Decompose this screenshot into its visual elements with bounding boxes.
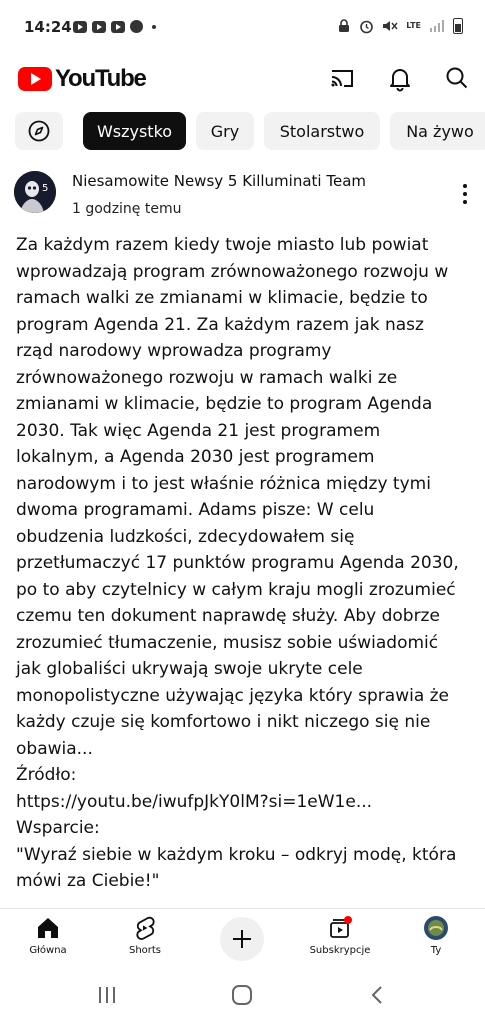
battery-icon [453, 18, 463, 34]
avatar-number: 5 [42, 183, 49, 194]
app-header [0, 52, 485, 104]
channel-avatar[interactable] [14, 171, 56, 213]
youtube-logo-icon [18, 67, 52, 91]
nav-home[interactable] [8, 915, 88, 956]
back-icon[interactable] [368, 984, 388, 1006]
youtube-notification-icon [92, 21, 106, 33]
post-timestamp: 1 godzinę temu [72, 201, 182, 217]
category-chips [0, 112, 485, 154]
more-options-icon[interactable] [455, 182, 475, 206]
cast-icon[interactable] [328, 64, 356, 92]
avatar-icon [423, 915, 449, 941]
signal-icon [429, 20, 445, 32]
nav-shorts-label: Shorts [128, 945, 162, 956]
bottom-navigation [0, 908, 485, 971]
youtube-notification-icon [111, 21, 125, 33]
status-bar [0, 0, 485, 52]
bell-icon[interactable] [386, 64, 414, 92]
create-button[interactable] [220, 917, 264, 961]
chip-gry[interactable]: Gry [196, 112, 254, 150]
nav-you[interactable] [396, 915, 476, 956]
more-notifications-icon [152, 25, 156, 29]
youtube-notification-icon [73, 21, 87, 33]
search-icon[interactable] [443, 64, 471, 92]
subscriptions-icon [327, 915, 353, 941]
chip-stolarstwo[interactable]: Stolarstwo [264, 112, 380, 150]
plus-icon [220, 917, 264, 961]
explore-chip[interactable] [15, 112, 63, 150]
system-navigation-bar [0, 970, 485, 1024]
lock-icon [337, 19, 351, 33]
nav-shorts[interactable] [105, 915, 185, 956]
notification-icons [73, 20, 156, 33]
nav-subscriptions-label: Subskrypcje [309, 945, 371, 956]
system-icons [337, 18, 463, 34]
youtube-logo-text: YouTube [55, 65, 146, 92]
lte-indicator: LTE [406, 21, 421, 30]
status-time: 14:24 [24, 18, 72, 36]
nav-home-label: Główna [29, 945, 67, 956]
alarm-icon [359, 19, 374, 34]
channel-name[interactable]: Niesamowite Newsy 5 Killuminati Team [72, 172, 367, 190]
recent-apps-icon[interactable] [95, 984, 119, 1006]
youtube-logo[interactable] [18, 65, 146, 93]
home-icon [35, 915, 61, 941]
home-button-icon[interactable] [230, 983, 254, 1007]
compass-icon [27, 119, 51, 143]
mute-icon [382, 19, 398, 33]
post-text: Za każdym razem kiedy twoje miasto lub powiat wprowadzają program zrównoważonego rozwoju w ramach walki ze zmianami w klimacie, będzie to program Agenda 21. Za każdym razem jak nasz rząd narodowy wprowadza programy zrównoważonego rozwoju w ramach walki ze zmianami w klimacie, będzie to program Agenda 2030. Tak więc Agenda 21 jest programem lokalnym, a Agenda 2030 jest programem narodowym i to jest właśnie różnica między tymi dwoma programami. Adams pisze: W celu obudzenia ludzkości, zdecydowałem się przetłumaczyć 17 punktów programu Agenda 2030, po to aby czytelnicy w całym kraju mogli zrozumieć czemu ten dokument naprawdę służy. Aby dobrze zrozumieć tłumaczenie, musisz sobie uświadomić jak globaliści ukrywają swoje ukryte cele monopolistyczne używając języka który sprawia że każdy czuje się komfortowo i nikt niczego się nie obawia... Źródło: https://youtu.be/iwufpJkY0lM?si=1eW1e... Wsparcie: "Wyraź siebie w każdym kroku – odkryj modę, która mówi za Ciebie!" [16, 235, 459, 891]
nav-you-label: Ty [430, 945, 442, 956]
chip-na-zywo[interactable]: Na żywo [390, 112, 485, 150]
chip-wszystko[interactable]: Wszystko [83, 112, 186, 150]
avatar-image [14, 171, 56, 213]
shorts-icon [132, 915, 158, 941]
app-notification-icon [130, 20, 143, 33]
nav-subscriptions[interactable] [300, 915, 380, 956]
